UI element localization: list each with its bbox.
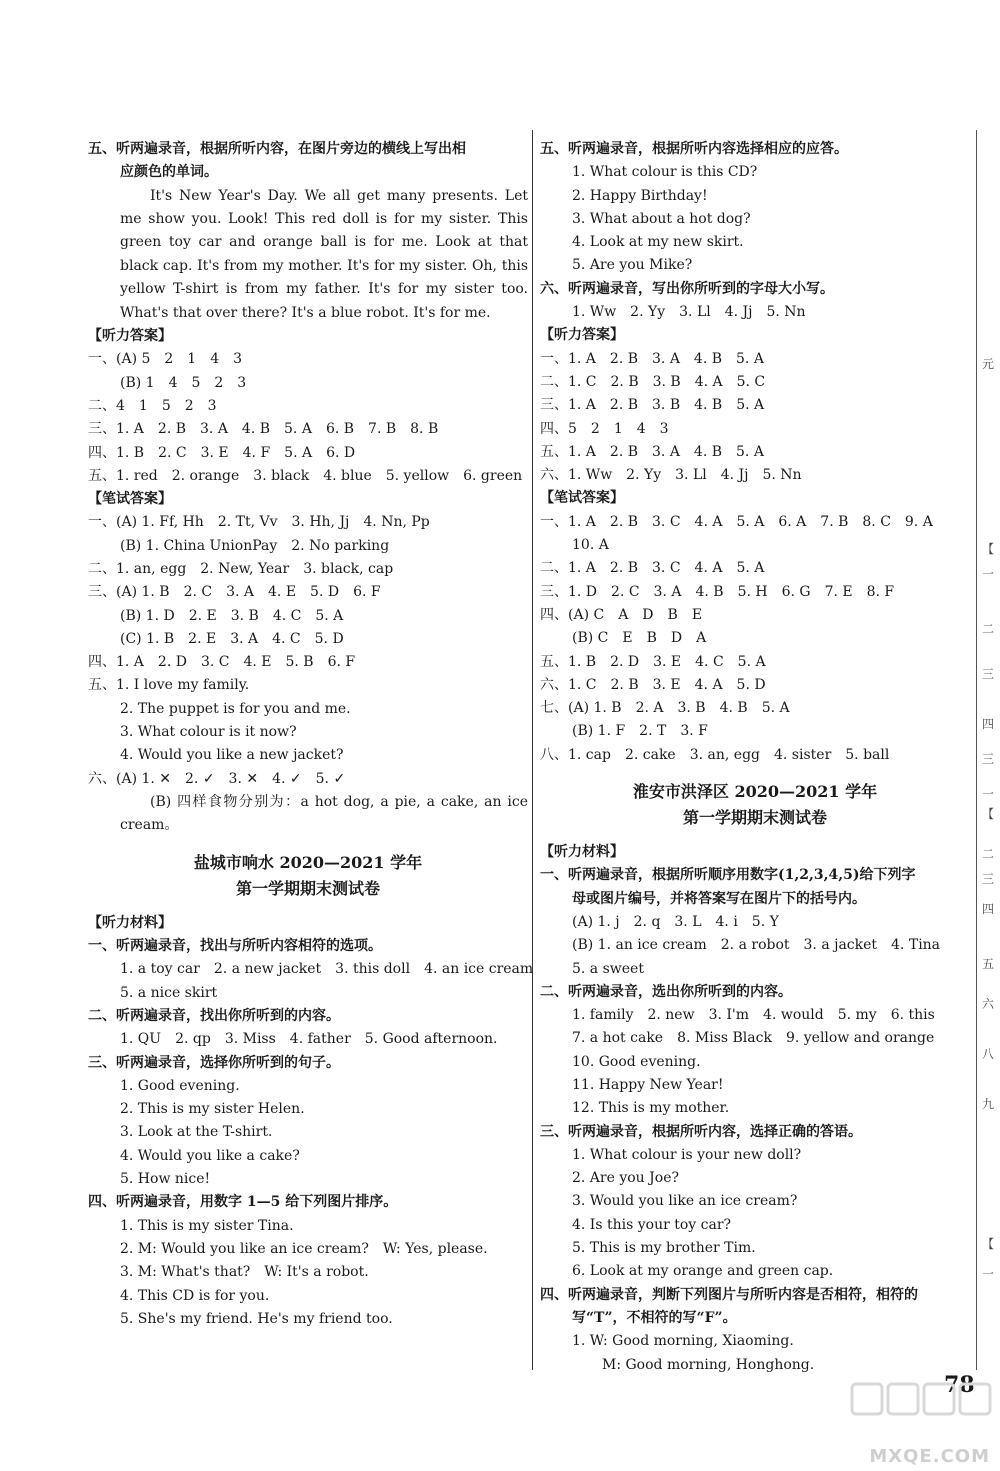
text-line: 二、1. an, egg 2. New, Year 3. black, cap <box>88 561 394 577</box>
text-line: 5. How nice! <box>120 1171 211 1188</box>
watermark-text: MXQE.COM <box>869 1446 990 1467</box>
text-line: 10. Good evening. <box>572 1053 701 1070</box>
left-column <box>88 138 534 1331</box>
question-heading: 【笔试答案】 <box>88 491 172 508</box>
question-heading: 三、听两遍录音，选择你所听到的句子。 <box>88 1054 340 1071</box>
edge-char: 四 <box>982 902 995 916</box>
text-line: 二、1. A 2. B 3. C 4. A 5. A <box>540 560 765 577</box>
text-line: 1. QU 2. qp 3. Miss 4. father 5. Good afternoon. <box>120 1031 498 1048</box>
text-line: 五、1. red 2. orange 3. black 4. blue 5. yellow 6. green <box>88 467 523 484</box>
edge-char: 六 <box>982 997 995 1011</box>
edge-char: 【 <box>982 807 995 821</box>
text-line: 四、1. A 2. D 3. C 4. E 5. B 6. F <box>88 654 356 671</box>
spacer <box>540 831 970 841</box>
text-line: 6. Look at my orange and green cap. <box>572 1263 834 1280</box>
text-line: 1. What colour is your new doll? <box>572 1146 802 1163</box>
text-line: 5. Are you Mike? <box>572 257 693 274</box>
text-line: 三、1. D 2. C 3. A 4. B 5. H 6. G 7. E 8. F <box>540 583 895 600</box>
text-line: 5. She's my friend. He's my friend too. <box>120 1310 393 1327</box>
paragraph: (B) 四样食物分别为：a hot dog, a pie, a cake, an ice cream。 <box>120 793 528 834</box>
text-line: (A) 1. j 2. q 3. L 4. i 5. Y <box>572 913 779 930</box>
text-line: 11. Happy New Year! <box>572 1076 724 1093</box>
edge-char: 八 <box>982 1047 995 1061</box>
question-heading: 四、听两遍录音，判断下列图片与所听内容是否相符，相符的 <box>540 1286 918 1303</box>
text-line: 3. What about a hot dog? <box>572 210 751 227</box>
text-line: 3. Would you like an ice cream? <box>572 1193 798 1210</box>
text-line: (B) 1. D 2. E 3. B 4. C 5. A <box>120 607 344 624</box>
text-line: 1. Ww 2. Yy 3. Ll 4. Jj 5. Nn <box>572 304 806 321</box>
page-number: 78 <box>944 1372 975 1398</box>
text-line: 1. family 2. new 3. I'm 4. would 5. my 6. this <box>572 1007 935 1024</box>
section-title: 淮安市洪泽区 2020—2021 学年 <box>632 782 878 802</box>
text-line: 4. This CD is for you. <box>120 1287 270 1304</box>
text-line: 一、1. A 2. B 3. A 4. B 5. A <box>540 350 764 367</box>
page-edge-rule <box>976 130 977 1370</box>
section-title: 第一学期期末测试卷 <box>682 808 827 828</box>
text-line: 三、1. A 2. B 3. A 4. B 5. A 6. B 7. B 8. B <box>88 421 439 438</box>
text-line: 5. a nice skirt <box>120 984 218 1001</box>
text-line: 4. Would you like a new jacket? <box>120 747 344 764</box>
text-line: 一、(A) 1. Ff, Hh 2. Tt, Vv 3. Hh, Jj 4. Nn, Pp <box>88 514 430 531</box>
edge-char: 四 <box>982 717 995 731</box>
edge-char: 一 <box>982 1267 995 1281</box>
text-line: 四、1. B 2. C 3. E 4. F 5. A 6. D <box>88 444 356 461</box>
edge-char: 【 <box>982 542 995 556</box>
edge-char: 一 <box>982 787 995 801</box>
question-heading: 五、听两遍录音，根据所听内容选择相应的应答。 <box>540 141 848 157</box>
text-line: 7. a hot cake 8. Miss Black 9. yellow and orange <box>572 1030 935 1047</box>
text-line: 1. a toy car 2. a new jacket 3. this doll 4. an ice cream <box>120 961 534 978</box>
spacer <box>88 902 528 912</box>
section-title: 第一学期期末测试卷 <box>235 878 380 898</box>
edge-char: 五 <box>982 957 995 971</box>
text-line: 七、(A) 1. B 2. A 3. B 4. B 5. A <box>540 700 790 717</box>
text-line: 5. a sweet <box>572 960 644 977</box>
text-line: 4. Look at my new skirt. <box>572 234 744 251</box>
question-heading: 【听力材料】 <box>88 914 172 931</box>
text-line: M: Good morning, Honghong. <box>602 1356 815 1373</box>
section-title: 盐城市响水 2020—2021 学年 <box>193 852 423 872</box>
edge-char: 九 <box>982 1097 995 1111</box>
text-line: 2. M: Would you like an ice cream? W: Yes, please. <box>120 1240 488 1257</box>
edge-char: 三 <box>982 752 995 766</box>
text-line: 三、1. A 2. B 3. B 4. B 5. A <box>540 397 765 414</box>
spacer <box>88 838 528 850</box>
text-line: 12. This is my mother. <box>572 1100 730 1117</box>
edge-char: 三 <box>982 667 995 681</box>
text-line: 4. Would you like a cake? <box>120 1147 300 1164</box>
question-heading: 一、听两遍录音，找出与所听内容相符的选项。 <box>88 938 382 955</box>
text-line: 一、(A) 5 2 1 4 3 <box>88 351 243 368</box>
edge-char: 二 <box>982 622 995 636</box>
text-line: (B) 1. China UnionPay 2. No parking <box>120 537 390 554</box>
text-line: 六、1. C 2. B 3. E 4. A 5. D <box>540 676 766 693</box>
text-line: 1. W: Good morning, Xiaoming. <box>572 1333 794 1350</box>
question-heading: 母或图片编号，并将答案写在图片下的括号内。 <box>572 890 866 907</box>
text-line: 五、1. I love my family. <box>88 677 250 694</box>
question-heading: 【听力材料】 <box>540 844 624 861</box>
text-line: (C) 1. B 2. E 3. A 4. C 5. D <box>120 630 344 647</box>
text-line: 3. M: What's that? W: It's a robot. <box>120 1264 369 1281</box>
paragraph: It's New Year's Day. We all get many presents. Let me show you. Look! This red doll is for my sister. This green toy car and orange ball is for me. Look at that black cap. It's from my mother. It's for my sister. Oh, this yellow T-shirt is from my father. It's for my sister too. What's that over there? It's a blue robot. It's for me. <box>120 187 528 321</box>
right-column <box>540 138 970 1377</box>
text-line: 二、4 1 5 2 3 <box>88 397 217 414</box>
question-heading: 五、听两遍录音，根据所听内容，在图片旁边的横线上写出相 <box>88 141 466 157</box>
question-heading: 应颜色的单词。 <box>120 164 218 181</box>
text-line: 2. This is my sister Helen. <box>120 1101 305 1118</box>
text-line: 二、1. C 2. B 3. B 4. A 5. C <box>540 373 766 390</box>
question-heading: 【听力答案】 <box>540 327 624 344</box>
text-line: 10. A <box>572 537 609 554</box>
question-heading: 二、听两遍录音，选出你所听到的内容。 <box>540 983 792 1000</box>
text-line: (B) C E B D A <box>572 630 707 647</box>
text-line: 2. Are you Joe? <box>572 1170 679 1187</box>
text-line: 五、1. A 2. B 3. A 4. B 5. A <box>540 443 764 460</box>
question-heading: 写“T”，不相符的写“F”。 <box>572 1309 737 1326</box>
edge-char: 一 <box>982 567 995 581</box>
text-line: 1. This is my sister Tina. <box>120 1217 294 1234</box>
text-line: 六、1. Ww 2. Yy 3. Ll 4. Jj 5. Nn <box>540 467 802 484</box>
text-line: 2. The puppet is for you and me. <box>120 700 351 717</box>
text-line: 1. Good evening. <box>120 1077 240 1094</box>
text-line: 三、(A) 1. B 2. C 3. A 4. E 5. D 6. F <box>88 584 381 601</box>
text-line: (B) 1. F 2. T 3. F <box>572 723 708 740</box>
text-line: (B) 1. an ice cream 2. a robot 3. a jacket 4. Tina <box>572 937 941 954</box>
column-divider <box>532 130 533 1370</box>
question-heading: 一、听两遍录音，根据所听顺序用数字(1,2,3,4,5)给下列字 <box>540 867 916 884</box>
text-line: 3. Look at the T-shirt. <box>120 1124 273 1141</box>
question-heading: 三、听两遍录音，根据所听内容，选择正确的答语。 <box>540 1123 862 1140</box>
edge-char: 【 <box>982 1237 995 1251</box>
text-line: 四、5 2 1 4 3 <box>540 420 669 437</box>
text-line: 四、(A) C A D B E <box>540 606 703 623</box>
spacer <box>540 767 970 779</box>
text-line: 4. Is this your toy car? <box>572 1216 732 1233</box>
text-line: 2. Happy Birthday! <box>572 187 708 204</box>
question-heading: 【听力答案】 <box>88 328 172 345</box>
text-line: 5. This is my brother Tim. <box>572 1240 756 1257</box>
text-line: 一、1. A 2. B 3. C 4. A 5. A 6. A 7. B 8. C 9. A <box>540 513 933 530</box>
edge-char: 三 <box>982 872 995 886</box>
text-line: 3. What colour is it now? <box>120 724 297 741</box>
question-heading: 【笔试答案】 <box>540 490 624 507</box>
text-line: 1. What colour is this CD? <box>572 164 758 181</box>
question-heading: 二、听两遍录音，找出你所听到的内容。 <box>88 1007 340 1024</box>
text-line: (B) 1 4 5 2 3 <box>120 374 247 391</box>
text-line: 八、1. cap 2. cake 3. an, egg 4. sister 5. ball <box>540 746 890 763</box>
question-heading: 六、听两遍录音，写出你所听到的字母大小写。 <box>540 280 834 297</box>
text-line: 六、(A) 1. ✕ 2. ✓ 3. ✕ 4. ✓ 5. ✓ <box>88 770 346 787</box>
edge-char: 元 <box>982 357 995 371</box>
text-line: 五、1. B 2. D 3. E 4. C 5. A <box>540 653 766 670</box>
edge-char: 二 <box>982 847 995 861</box>
question-heading: 四、听两遍录音，用数字 1—5 给下列图片排序。 <box>88 1194 398 1211</box>
